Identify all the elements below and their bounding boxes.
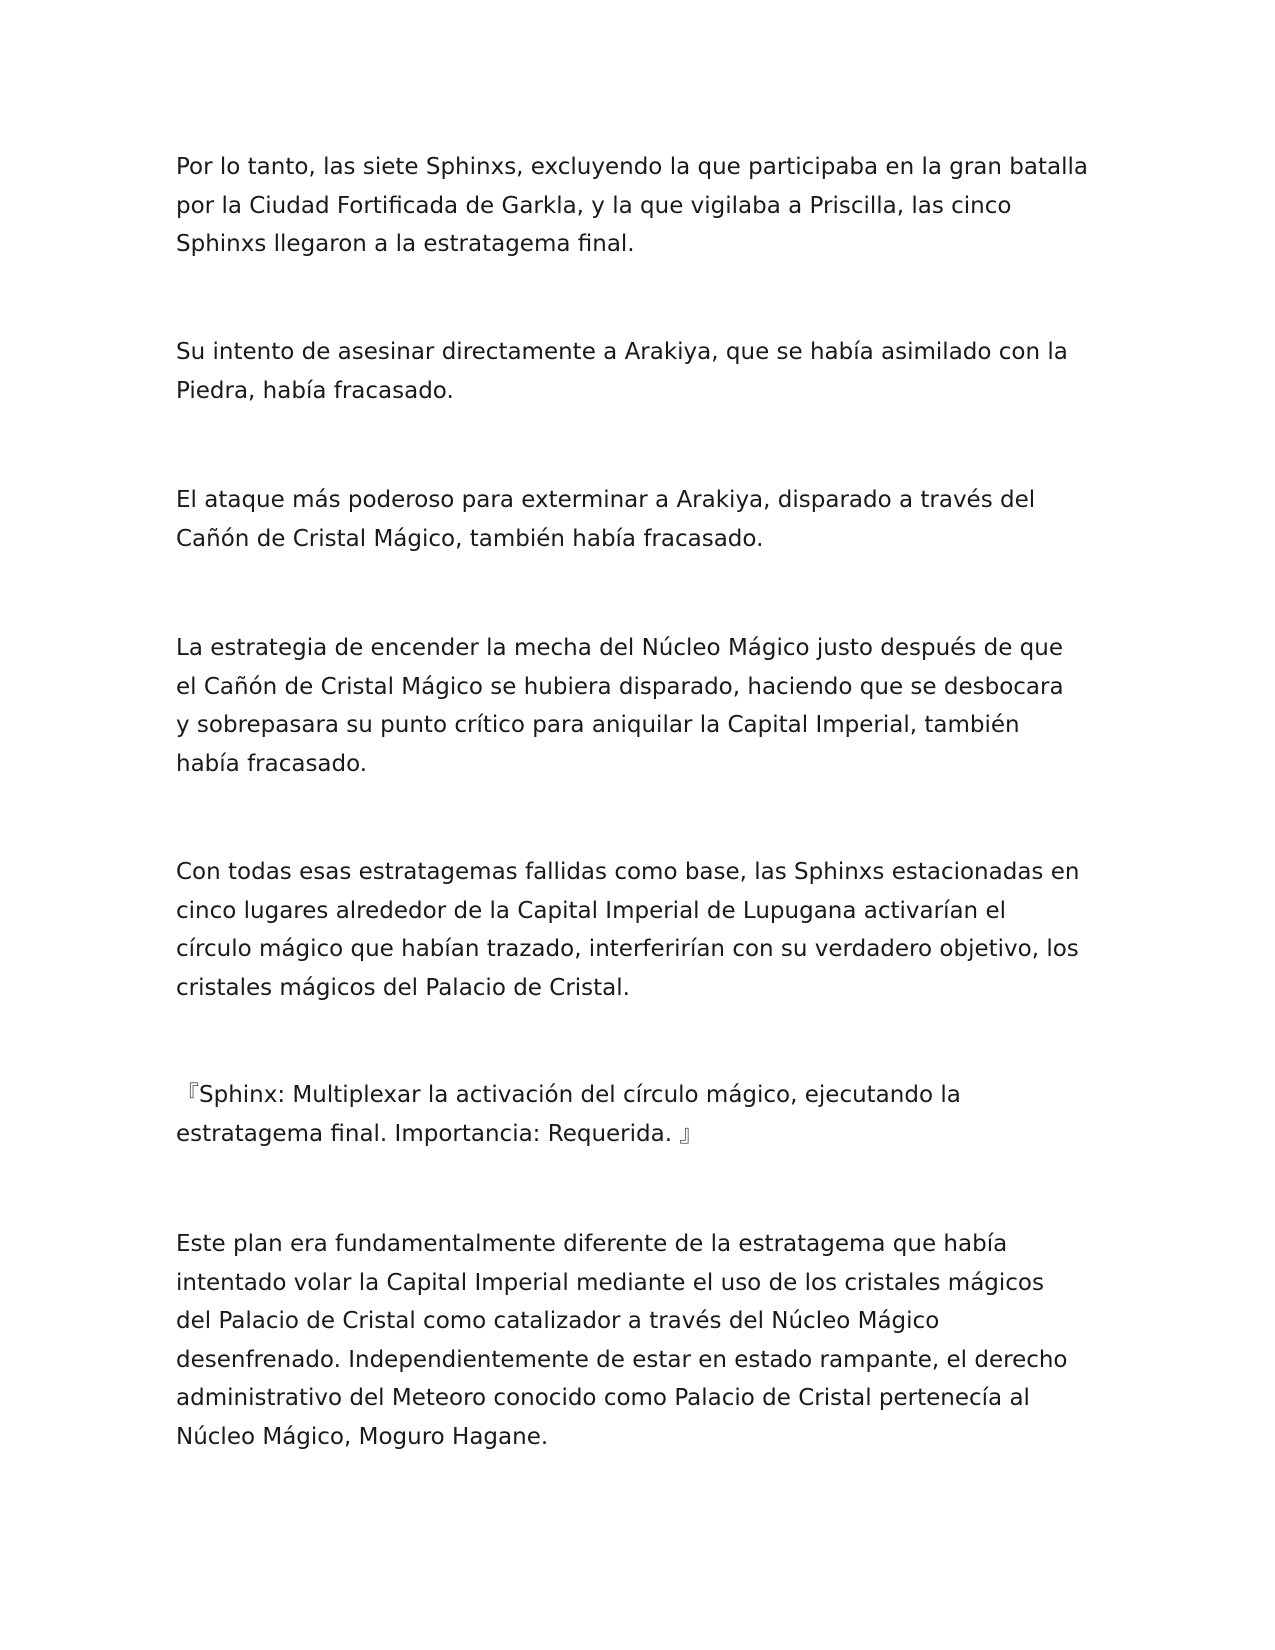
system-message-paragraph: 『Sphinx: Multiplexar la activación del círculo mágico, ejecutando la estratagema final. Importancia: Requerida. 』 <box>176 1082 961 1147</box>
paragraph: La estrategia de encender la mecha del Núcleo Mágico justo después de que el Cañón de Cristal Mágico se hubiera disparado, haciendo que se desbocara y sobrepasara su punto crítico para aniquilar la Capital Imperial, también había fracasado. <box>176 635 1064 777</box>
paragraph: Su intento de asesinar directamente a Arakiya, que se había asimilado con la Piedra, había fracasado. <box>176 339 1068 404</box>
paragraph: Este plan era fundamentalmente diferente de la estratagema que había intentado volar la Capital Imperial mediante el uso de los cristales mágicos del Palacio de Cristal como catalizador a través del Núcleo Mágico desenfrenado. Independientemente de estar en estado rampante, el derecho administrativo del Meteoro conocido como Palacio de Cristal pertenecía al Núcleo Mágico, Moguro Hagane. <box>176 1231 1068 1450</box>
paragraph: Con todas esas estratagemas fallidas como base, las Sphinxs estacionadas en cinco lugares alrededor de la Capital Imperial de Lupugana activarían el círculo mágico que habían trazado, interferirían con su verdadero objetivo, los cristales mágicos del Palacio de Cristal. <box>176 859 1080 1001</box>
paragraph: Por lo tanto, las siete Sphinxs, excluyendo la que participaba en la gran batalla por la Ciudad Fortificada de Garkla, y la que vigilaba a Priscilla, las cinco Sphinxs llegaron a la estratagema final. <box>176 154 1088 257</box>
paragraph: El ataque más poderoso para exterminar a Arakiya, disparado a través del Cañón de Cristal Mágico, también había fracasado. <box>176 487 1036 552</box>
